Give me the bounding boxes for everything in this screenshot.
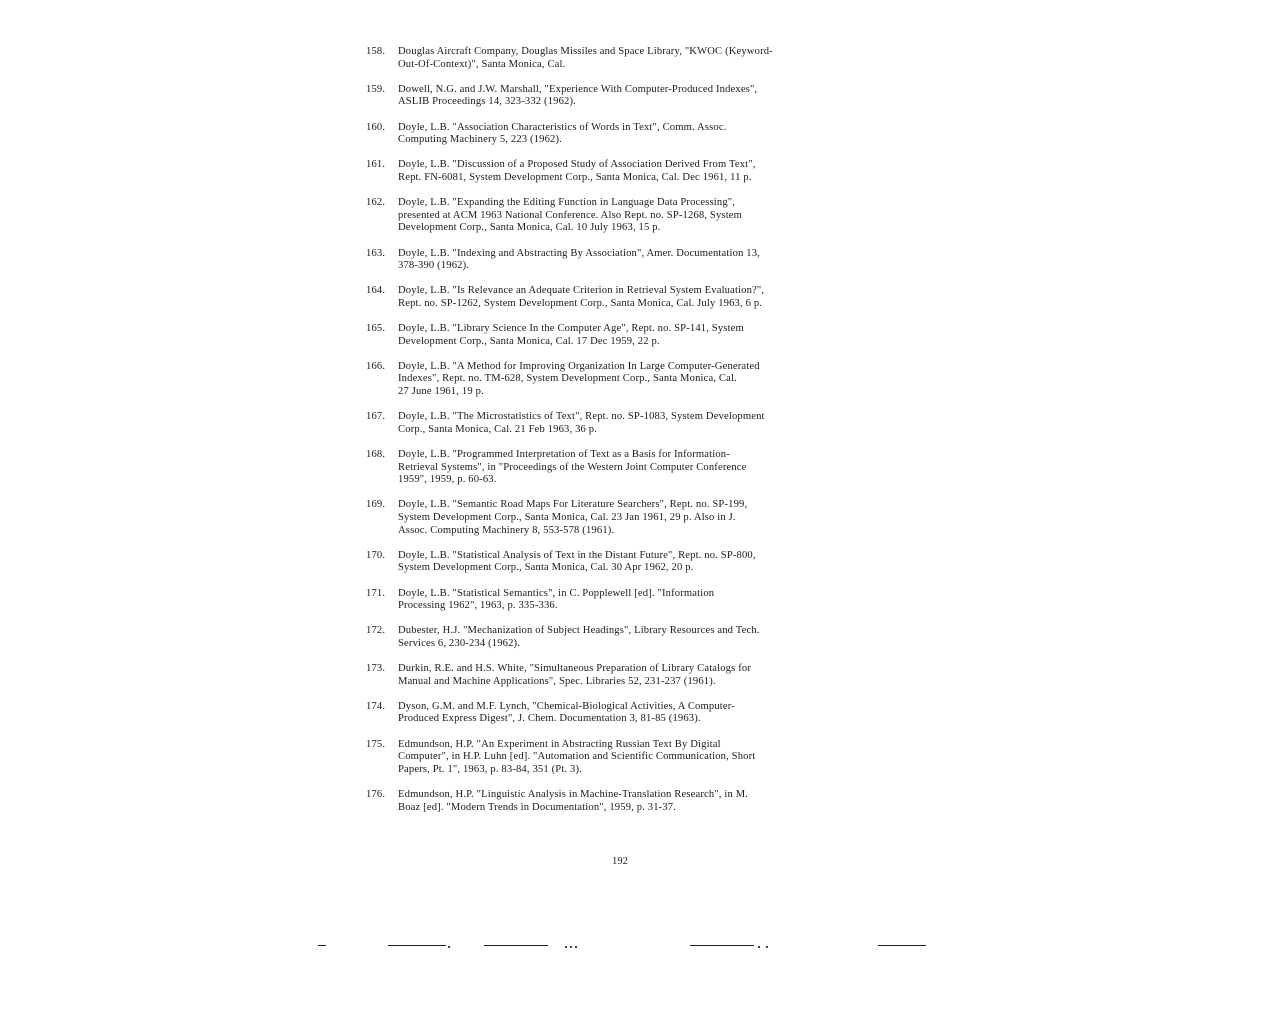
reference-text-line: Doyle, L.B. "Indexing and Abstracting By Association", Amer. Documentation 13, [398,247,760,259]
scan-artifact-line [690,945,754,946]
reference-text-line: Doyle, L.B. "Statistical Semantics", in C. Popplewell [ed]. "Information [398,587,715,599]
scan-artifact-line [318,945,326,946]
reference-text-line: Doyle, L.B. "The Microstatistics of Text", Rept. no. SP-1083, System Development [398,411,765,423]
reference-text-line: Retrieval Systems", in "Proceedings of the Western Joint Computer Conference [398,461,747,473]
reference-text-line: Doyle, L.B. "Is Relevance an Adequate Criterion in Retrieval System Evaluation?", [398,285,765,297]
reference-number: 166. [366,360,386,372]
reference-text-line: Doyle, L.B. "A Method for Improving Organization In Large Computer-Generated [398,360,760,372]
reference-text-line: System Development Corp., Santa Monica, Cal. 30 Apr 1962, 20 p. [398,562,694,574]
reference-number: 172. [366,625,386,637]
reference-text-line: Manual and Machine Applications", Spec. Libraries 52, 231-237 (1961). [398,675,716,687]
bibliography-list [366,46,896,827]
scan-artifact-line [388,945,446,946]
scan-artifact-dot [575,946,577,948]
reference-number: 176. [366,789,386,801]
reference-text-line: Processing 1962", 1963, p. 335-336. [398,600,558,612]
reference-text-line: Out-Of-Context)", Santa Monica, Cal. [398,58,566,70]
reference-text-line: Rept. FN-6081, System Development Corp., Santa Monica, Cal. Dec 1961, 11 p. [398,171,752,183]
reference-text-line: Indexes", Rept. no. TM-628, System Development Corp., Santa Monica, Cal. [398,373,737,385]
scan-artifact-line [878,945,926,946]
reference-entry [366,361,896,399]
reference-text-line: ASLIB Proceedings 14, 323-332 (1962). [398,96,576,108]
reference-text-line: Dyson, G.M. and M.F. Lynch, "Chemical-Biological Activities, A Computer- [398,700,735,712]
reference-number: 167. [366,411,386,423]
reference-text-line: Durkin, R.E. and H.S. White, "Simultaneous Preparation of Library Catalogs for [398,663,752,675]
reference-text-line: Development Corp., Santa Monica, Cal. 17 Dec 1959, 22 p. [398,335,660,347]
reference-text-line: Assoc. Computing Machinery 8, 553-578 (1961). [398,524,615,536]
reference-text-line: presented at ACM 1963 National Conference. Also Rept. no. SP-1268, System [398,209,743,221]
reference-text-line: Doyle, L.B. "Programmed Interpretation of Text as a Basis for Information- [398,449,730,460]
reference-number: 168. [366,449,386,460]
reference-entry [366,46,896,71]
reference-text-line: Produced Express Digest", J. Chem. Documentation 3, 81-85 (1963). [398,713,701,725]
reference-entry [366,248,896,273]
reference-entry [366,789,896,814]
reference-text-line: Development Corp., Santa Monica, Cal. 10 July 1963, 15 p. [398,222,661,234]
reference-number: 174. [366,700,386,712]
reference-text-line: Dubester, H.J. "Mechanization of Subject Headings", Library Resources and Tech. [398,625,760,637]
reference-number: 158. [366,46,386,57]
reference-entry [366,588,896,613]
reference-text-line: Doyle, L.B. "Statistical Analysis of Text in the Distant Future", Rept. no. SP-800, [398,549,756,561]
reference-text-line: Papers, Pt. 1", 1963, p. 83-84, 351 (Pt. 3). [398,763,582,775]
reference-entry [366,499,896,537]
reference-text-line: Doyle, L.B. "Association Characteristics of Words in Text", Comm. Assoc. [398,121,727,133]
reference-entry [366,550,896,575]
page-number: 192 [612,856,628,867]
reference-number: 160. [366,121,386,133]
reference-number: 159. [366,83,386,95]
reference-text-line: Doyle, L.B. "Expanding the Editing Function in Language Data Processing", [398,197,736,209]
reference-entry [366,197,896,235]
reference-entry [366,323,896,348]
reference-number: 163. [366,247,386,259]
scan-artifact-dot [758,946,760,948]
reference-entry [366,663,896,688]
scan-artifact-dot [570,946,572,948]
reference-entry [366,739,896,777]
reference-number: 165. [366,323,386,335]
reference-text-line: Computing Machinery 5, 223 (1962). [398,134,562,146]
reference-number: 173. [366,663,386,675]
reference-text-line: Computer", in H.P. Luhn [ed]. "Automation and Scientific Communication, Short [398,751,756,763]
reference-entry [366,449,896,487]
reference-entry [366,701,896,726]
reference-text-line: 378-390 (1962). [398,260,470,272]
reference-number: 169. [366,499,386,511]
scan-artifact-line [484,945,548,946]
scan-artifact-dot [565,946,567,948]
reference-text-line: System Development Corp., Santa Monica, Cal. 23 Jan 1961, 29 p. Also in J. [398,511,736,523]
reference-text-line: Douglas Aircraft Company, Douglas Missiles and Space Library, "KWOC (Keyword- [398,46,773,57]
reference-entry [366,285,896,310]
reference-entry [366,159,896,184]
reference-number: 164. [366,285,386,297]
reference-number: 162. [366,197,386,209]
reference-text-line: Doyle, L.B. "Semantic Road Maps For Literature Searchers", Rept. no. SP-199, [398,499,748,511]
reference-text-line: Doyle, L.B. "Library Science In the Computer Age", Rept. no. SP-141, System [398,323,744,335]
reference-text-line: Doyle, L.B. "Discussion of a Proposed Study of Association Derived From Text", [398,159,756,171]
reference-text-line: 27 June 1961, 19 p. [398,386,484,398]
reference-number: 171. [366,587,386,599]
reference-text-line: Services 6, 230-234 (1962). [398,637,521,649]
reference-number: 161. [366,159,386,171]
reference-entry [366,122,896,147]
reference-text-line: Edmundson, H.P. "Linguistic Analysis in Machine-Translation Research", in M. [398,789,749,801]
scan-artifact-dot [448,946,450,948]
reference-text-line: Dowell, N.G. and J.W. Marshall, "Experience With Computer-Produced Indexes", [398,83,758,95]
reference-text-line: 1959", 1959, p. 60-63. [398,474,497,486]
reference-text-line: Edmundson, H.P. "An Experiment in Abstracting Russian Text By Digital [398,738,721,750]
reference-entry [366,84,896,109]
reference-entry [366,411,896,436]
reference-text-line: Rept. no. SP-1262, System Development Corp., Santa Monica, Cal. July 1963, 6 p. [398,297,763,309]
reference-number: 175. [366,738,386,750]
reference-entry [366,625,896,650]
scan-artifact-dot [766,946,768,948]
reference-text-line: Corp., Santa Monica, Cal. 21 Feb 1963, 36 p. [398,423,598,435]
reference-text-line: Boaz [ed]. "Modern Trends in Documentation", 1959, p. 31-37. [398,801,677,813]
reference-number: 170. [366,549,386,561]
